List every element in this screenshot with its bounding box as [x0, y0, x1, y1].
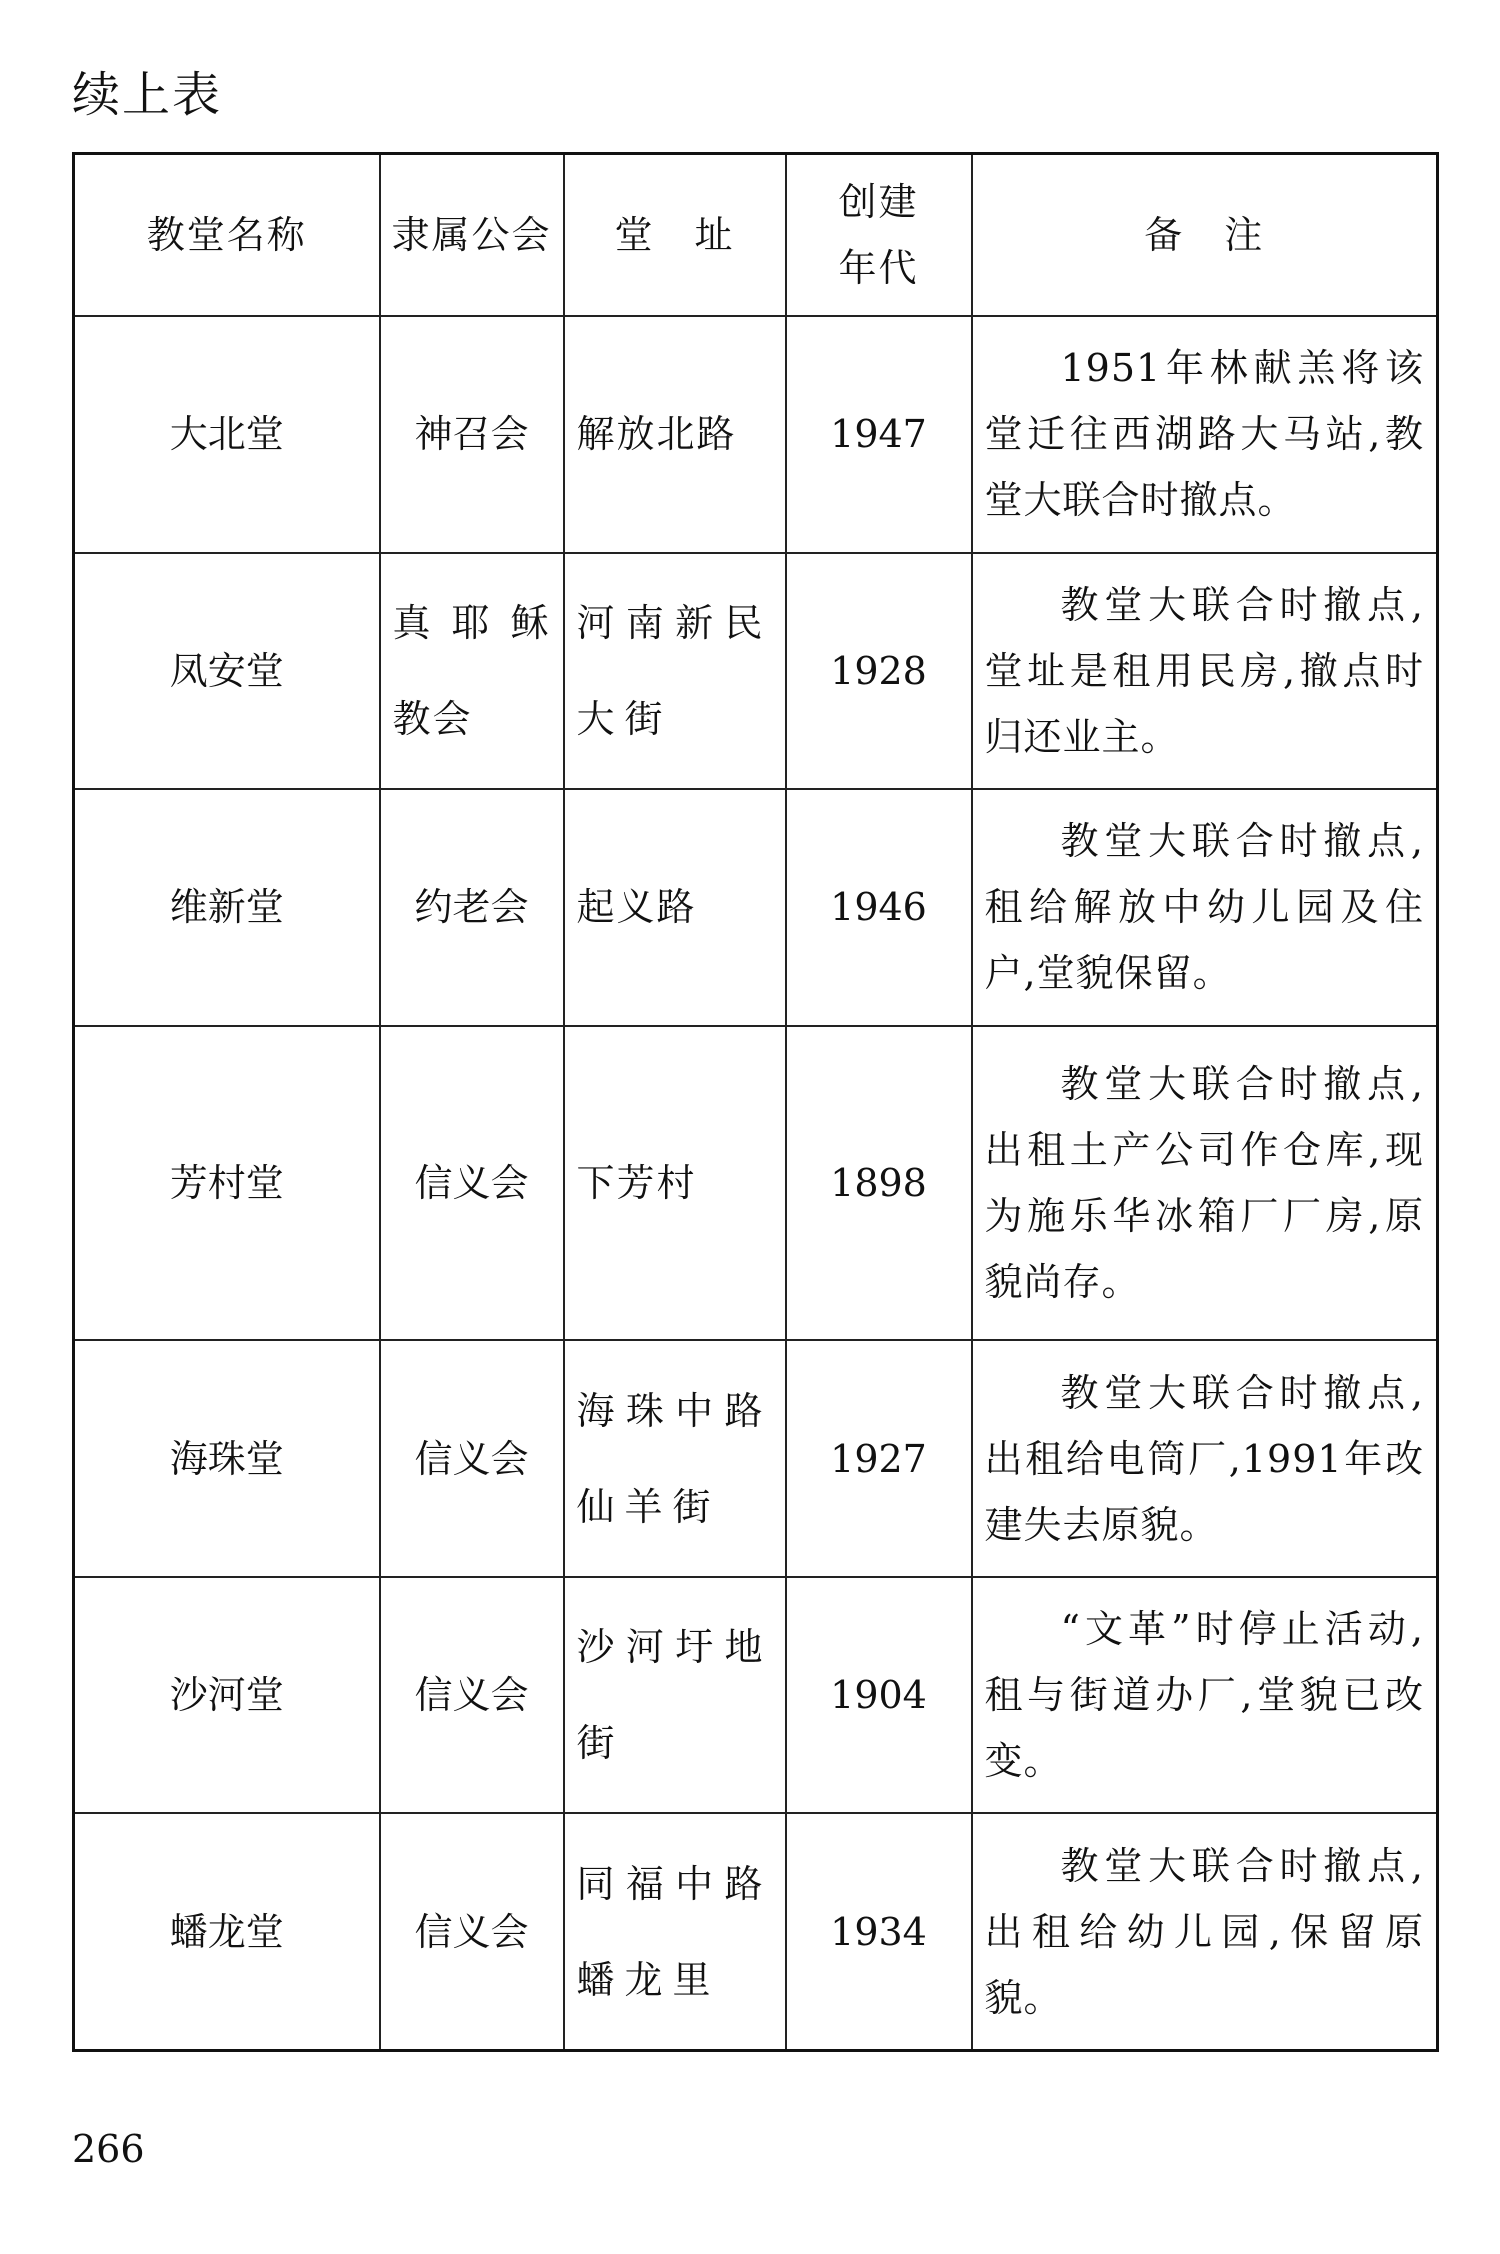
table-row [74, 553, 1438, 790]
church-name: 大北堂 [74, 316, 380, 553]
association: 信义会 [380, 1340, 564, 1577]
remark: 教堂大联合时撤点,堂址是租用民房,撤点时归还业主。 [972, 553, 1438, 790]
church-name: 海珠堂 [74, 1340, 380, 1577]
remark: 教堂大联合时撤点,出租给电筒厂,1991年改建失去原貌。 [972, 1340, 1438, 1577]
header-year-line2: 年代 [838, 246, 919, 290]
church-name: 沙河堂 [74, 1577, 380, 1814]
association: 真耶稣教会 [380, 553, 564, 790]
founded-year: 1927 [786, 1340, 972, 1577]
church-name: 维新堂 [74, 789, 380, 1026]
association: 信义会 [380, 1577, 564, 1814]
header-church-name: 教堂名称 [74, 154, 380, 317]
remark: 教堂大联合时撤点,租给解放中幼儿园及住户,堂貌保留。 [972, 789, 1438, 1026]
church-name: 凤安堂 [74, 553, 380, 790]
address: 海珠中路仙羊街 [564, 1340, 786, 1577]
remark: 1951年林献羔将该堂迁往西湖路大马站,教堂大联合时撤点。 [972, 316, 1438, 553]
header-association: 隶属公会 [380, 154, 564, 317]
association: 约老会 [380, 789, 564, 1026]
founded-year: 1928 [786, 553, 972, 790]
table-caption: 续上表 [72, 67, 223, 123]
association: 信义会 [380, 1026, 564, 1341]
header-remark: 备 注 [972, 154, 1438, 317]
table-row [74, 1026, 1438, 1341]
founded-year: 1898 [786, 1026, 972, 1341]
address: 下芳村 [564, 1026, 786, 1341]
church-name: 蟠龙堂 [74, 1813, 380, 2050]
remark: “文革”时停止活动,租与街道办厂,堂貌已改变。 [972, 1577, 1438, 1814]
address: 解放北路 [564, 316, 786, 553]
table-row [74, 1577, 1438, 1814]
association: 神召会 [380, 316, 564, 553]
header-address: 堂 址 [564, 154, 786, 317]
founded-year: 1947 [786, 316, 972, 553]
address: 河南新民大街 [564, 553, 786, 790]
founded-year: 1904 [786, 1577, 972, 1814]
remark: 教堂大联合时撤点,出租土产公司作仓库,现为施乐华冰箱厂厂房,原貌尚存。 [972, 1026, 1438, 1341]
table-row [74, 1340, 1438, 1577]
church-name: 芳村堂 [74, 1026, 380, 1341]
association: 信义会 [380, 1813, 564, 2050]
table-row [74, 316, 1438, 553]
header-year-line1: 创建 [838, 180, 919, 224]
table-header-row [74, 154, 1438, 317]
header-year [786, 154, 972, 317]
founded-year: 1946 [786, 789, 972, 1026]
church-table [72, 152, 1439, 2052]
address: 起义路 [564, 789, 786, 1026]
table-row [74, 789, 1438, 1026]
page-number: 266 [72, 2127, 145, 2171]
address: 同福中路蟠龙里 [564, 1813, 786, 2050]
founded-year: 1934 [786, 1813, 972, 2050]
address: 沙河圩地街 [564, 1577, 786, 1814]
remark: 教堂大联合时撤点,出租给幼儿园,保留原貌。 [972, 1813, 1438, 2050]
table-row [74, 1813, 1438, 2050]
